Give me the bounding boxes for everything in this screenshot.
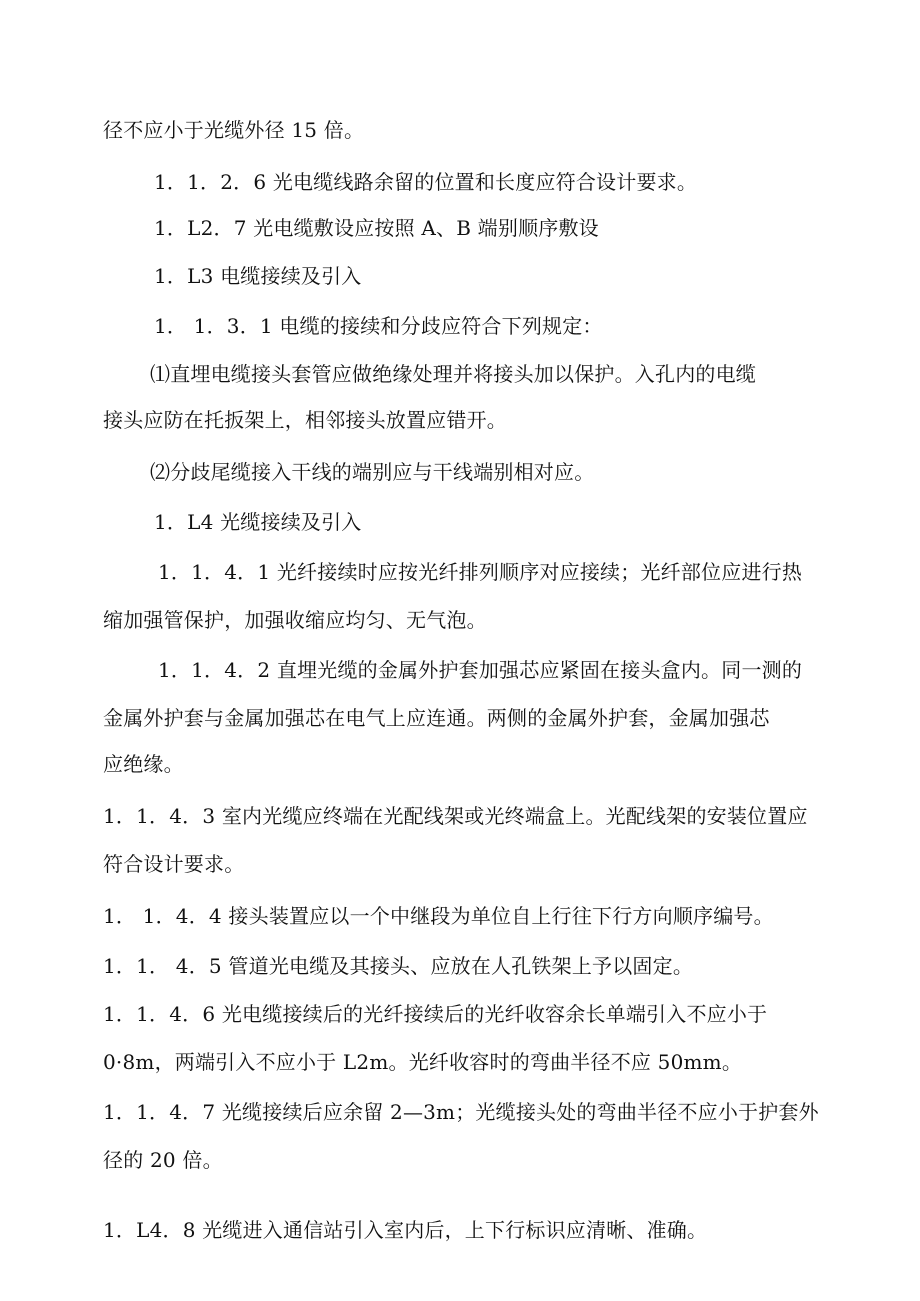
text-line: 1．1．4．7 光缆接续后应余留 2—3m；光缆接头处的弯曲半径不应小于护套外 [103,1100,819,1124]
text-line: ⑴直埋电缆接头套管应做绝缘处理并将接头加以保护。入孔内的电缆 [150,362,756,386]
text-line: 1．L2．7 光电缆敷设应按照 A、B 端别顺序敷设 [154,216,599,240]
text-line: 1． 1．4．4 接头装置应以一个中继段为单位自上行往下行方向顺序编号。 [103,904,774,928]
text-line: 1．1．4．2 直埋光缆的金属外护套加强芯应紧固在接头盒内。同一测的 [158,658,803,682]
text-line: 1．1． 4．5 管道光电缆及其接头、应放在人孔铁架上予以固定。 [103,954,694,978]
text-line: 符合设计要求。 [103,852,245,876]
text-line: 金属外护套与金属加强芯在电气上应连通。两侧的金属外护套，金属加强芯 [103,706,770,730]
section-heading: 1．L4 光缆接续及引入 [154,510,362,534]
text-line: ⑵分歧尾缆接入干线的端别应与干线端别相对应。 [150,460,595,484]
text-line: 径的 20 倍。 [103,1148,223,1172]
text-line: 1． 1．3．1 电缆的接续和分歧应符合下列规定： [154,314,603,338]
text-line: 缩加强管保护，加强收缩应均匀、无气泡。 [103,608,487,632]
text-line: 应绝缘。 [103,752,184,776]
text-line: 0·8m，两端引入不应小于 L2m。光纤收容时的弯曲半径不应 50mm。 [103,1050,743,1074]
text-line: 1．1．4．1 光纤接续时应按光纤排列顺序对应接续；光纤部位应进行热 [158,560,803,584]
text-line: 接头应防在托扳架上，相邻接头放置应错开。 [103,408,507,432]
text-line: 1．1．2．6 光电缆线路余留的位置和长度应符合设计要求。 [154,170,698,194]
text-line: 径不应小于光缆外径 15 倍。 [103,118,365,142]
text-line: 1．1．4．3 室内光缆应终端在光配线架或光终端盒上。光配线架的安装位置应 [103,804,808,828]
text-line: 1．1．4．6 光电缆接续后的光纤接续后的光纤收容余长单端引入不应小于 [103,1002,768,1026]
section-heading: 1．L3 电缆接续及引入 [154,264,362,288]
text-line: 1．L4．8 光缆进入通信站引入室内后，上下行标识应清晰、准确。 [103,1218,708,1242]
